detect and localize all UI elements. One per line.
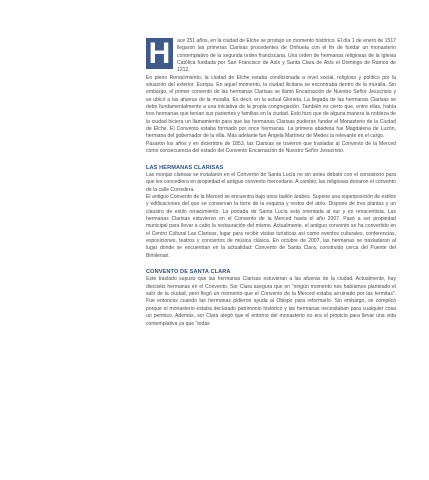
intro-paragraph-2: En pleno Renacimiento, la ciudad de Elche estaba condicionada a nivel social, religioso y político por la situación del exterior, Europa. En aquel momento, la ciudad ilicitana se encontraba dentro de la muralla. Sin embargo, el primer convento de las hermanas Clarisas se llamó Encarnación de Nuestro Señor Jesucristo y se ubicó a las afueras de la muralla. Es decir, en la actual Glorieta. La llegada de las hermanas Clarisas se debe fundamentalmente a una iniciativa de la propia congregación. También es cierto que, entre ellas, había tres hermanas que tenían sus parientes y familias en la ciudad. Esto hizo que de alguna manera la nobleza de la ciudad hiciera un llamamiento para que las hermanas Clarisas pudieran fundar el Monasterio de la Ciudad de Elche. El Convento estaba formado por once hermanas. La primera abadesa fue Magdalena de Luzón, hermana del gobernador de la villa. Más adelante fue Ángela Martínez de Medes la relevante en el cargo. [146,74,396,140]
section1-paragraph-2: El antiguo Convento de la Merced se encuentra bajo unos bailón árabes. Supone una superposición de estilos y edificaciones del que se conservan la torre de la esquina y restos del atrio. Dispone de tres plantas y un claustro de estilo renacimiento. La portada de Santa Lucía está orientada al sur y es renacentista. Las hermanas Clarisas estuvieron en el Convento de la Merced hasta el año 2007. Pasó a ser propiedad municipal para llevar a cabo la restauración del mismo. Actualmente, el antiguo convento se ha convertido en el Centro Cultural Las Clarisas, lugar para recibir visitas turísticas así como eventos culturales, conferencias, exposiciones, teatros y conciertos de música clásica. En octubre de 2007, las hermanas se trasladaron al lugar donde se encuentran en la actualidad: Convento de Santa Clara, construido cerca del Puente del Bimilenari. [146,193,396,259]
intro-paragraph-1: ace 251 años, en la ciudad de Elche se produjo un momento histórico. El día 1 de enero de 1517 llegaron las primeras Clarisas procedentes de Orihuela con el fin de fundar un monasterio contemplativo de la segunda orden franciscana. Una orden de hermanas religiosas de la Iglesia Católica fundada por San Francisco de Asís y Santa Clara de Asís el Domingo de Ramos de 1212. [177,38,396,74]
drop-cap: H [146,38,173,69]
intro-paragraph-3: Pasaron los años y en diciembre de 1853, las Clarisas se tuvieron que trasladar al Convento de la Merced como consecuencia del estado del Convento Encarnación de Nuestro Señor Jesucristo. [146,140,396,155]
section-title-convento-santa-clara: CONVENTO DE SANTA CLARA [146,269,231,276]
text-column [146,38,396,328]
section-title-hermanas-clarisas: LAS HERMANAS CLARISAS [146,164,224,171]
section2-paragraph-1: Este traslado supuso que las hermanas Clarisas estuvieran a las afueras de la ciudad. Actualmente, hay dieciséis hermanas en el Convento. Sor Clara asegura que en “ningún momento nos habíamos planteado el salir de la ciudad, pero llegó un momento que el Convento de la Merced estaba arruinado por las termitas”. Fue entonces cuando las hermanas pidieron ayuda al Obispo para reformarlo. Sin embargo, se complicó porque el monasterio estaba declarado patrimonio histórico y las hermanas necesitaban para cualquier cosa un permiso. Además, sor Clara alegó que el entorno del monasterio no era el propicio para llevar una vida contemplativa ya que “todas [146,276,396,327]
section1-paragraph-1: Las monjas clarisas se instalaron en el Convento de Santa Lucía no sin antes debatir con el consistorio para que les concediera en propiedad el antiguo convento mercedario. A cambio, las religiosas donaron el convento de la calle Corredera. [146,171,396,193]
